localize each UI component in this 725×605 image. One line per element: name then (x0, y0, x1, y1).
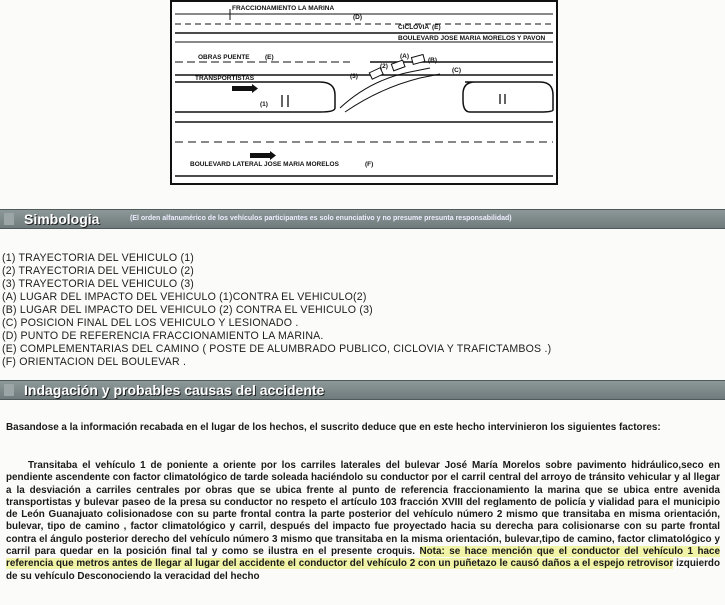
label-transportistas: TRANSPORTISTAS (195, 75, 255, 82)
body-text: Transitaba el vehículo 1 de poniente a oriente por los carriles laterales del bulevar José María Morelos sobre pavimento hidráulico,seco en pendiente ascendente con factor climatológico de tarde soleada haciéndolo su conductor por el carril central del arroyo de tránsito vehicular y al llegar a la desviación a carriles centrales por obras que se ubica frente al punto de referencia fraccionamiento la marina que se ubica entre avenida transportistas y bulevar paseo de la presa su conductor no respeto el artículo 103 fracción XVIII del reglamento de policía y vialidad para el municipio de León Guanajuato colisionadose con su parte frontal contra la parte posterior del vehículo número 2 mismo que transitaba en misma orientación, bulevar, tipo de camino , factor climatológico y carril, después del impacto fue proyectado hacia su derecha para colisionarse con su parte frontal contra el ángulo posterior derecho del vehículo número 3 mismo que transitaba en la misma orientación, bulevar,tipo de camino, factor climatológico y carril para quedar en la posición final tal y como se ilustra en el presente croquis. (6, 460, 720, 558)
accident-sketch-svg (170, 0, 558, 185)
label-fraccionamiento: FRACCIONAMIENTO LA MARINA (232, 5, 335, 12)
indagacion-title: Indagación y probables causas del accidente (24, 382, 325, 398)
section-marker (4, 213, 14, 225)
simbologia-header (0, 209, 725, 229)
label-f: (F) (365, 161, 374, 168)
legend-item: (A) LUGAR DEL IMPACTO DEL VEHICULO (1)CONTRA EL VEHICULO(2) (2, 291, 367, 303)
legend-item: (C) POSICION FINAL DEL LOS VEHICULO Y LESIONADO . (2, 317, 299, 329)
label-c: (C) (452, 67, 462, 74)
legend-list (2, 252, 722, 369)
label-d: (D) (353, 14, 363, 21)
body-paragraph (6, 460, 720, 583)
label-3: (3) (350, 73, 358, 80)
legend-item: (3) TRAYECTORIA DEL VEHICULO (3) (2, 278, 195, 290)
legend-item: (E) COMPLEMENTARIAS DEL CAMINO ( POSTE DE ALUMBRADO PUBLICO, CICLOVIA Y TRAFICTAMBOS .) (2, 343, 552, 355)
label-e-left: (E) (265, 54, 274, 61)
label-1: (1) (260, 101, 268, 108)
label-a: (A) (400, 53, 410, 60)
legend-item: (D) PUNTO DE REFERENCIA FRACCIONAMIENTO LA MARINA. (2, 330, 324, 342)
simbologia-title: Simbologia (24, 211, 100, 227)
label-e-top: (E) (432, 24, 441, 31)
legend-item: (1) TRAYECTORIA DEL VEHICULO (1) (2, 252, 195, 264)
label-boulevard-bottom: BOULEVARD LATERAL JOSE MARIA MORELOS (190, 161, 339, 168)
legend-item: (F) ORIENTACION DEL BOULEVAR . (2, 356, 187, 368)
accident-sketch (170, 0, 558, 185)
indagacion-header (0, 380, 725, 400)
section-marker (4, 384, 14, 396)
label-boulevard-top: BOULEVARD JOSE MARIA MORELOS Y PAVON (398, 35, 546, 42)
label-ciclovia: CICLOVIA (398, 24, 430, 31)
label-b: (B) (428, 57, 438, 64)
highlight-note: Nota: se hace mención que el conductor del vehículo 1 hace referencia que metros antes de llegar al lugar del accidente el conductor del vehículo 2 con un puñetazo le causó daños a el espejo retrovisor (6, 546, 720, 570)
label-2: (2) (380, 63, 388, 70)
legend-item: (2) TRAYECTORIA DEL VEHICULO (2) (2, 265, 195, 277)
label-obras-puente: OBRAS PUENTE (198, 54, 250, 61)
body-tail: izquierdo de su vehículo Desconociendo la veracidad del hecho (6, 558, 720, 582)
intro-paragraph: Basandose a la información recabada en el lugar de los hechos, el suscrito deduce que en este hecho intervinieron los siguientes factores: (6, 422, 661, 433)
legend-item: (B) LUGAR DEL IMPACTO DEL VEHICULO (2) CONTRA EL VEHICULO (3) (2, 304, 373, 316)
simbologia-note: (El orden alfanumérico de los vehículos participantes es solo enunciativo y no presume presunta responsabilidad) (130, 215, 512, 222)
